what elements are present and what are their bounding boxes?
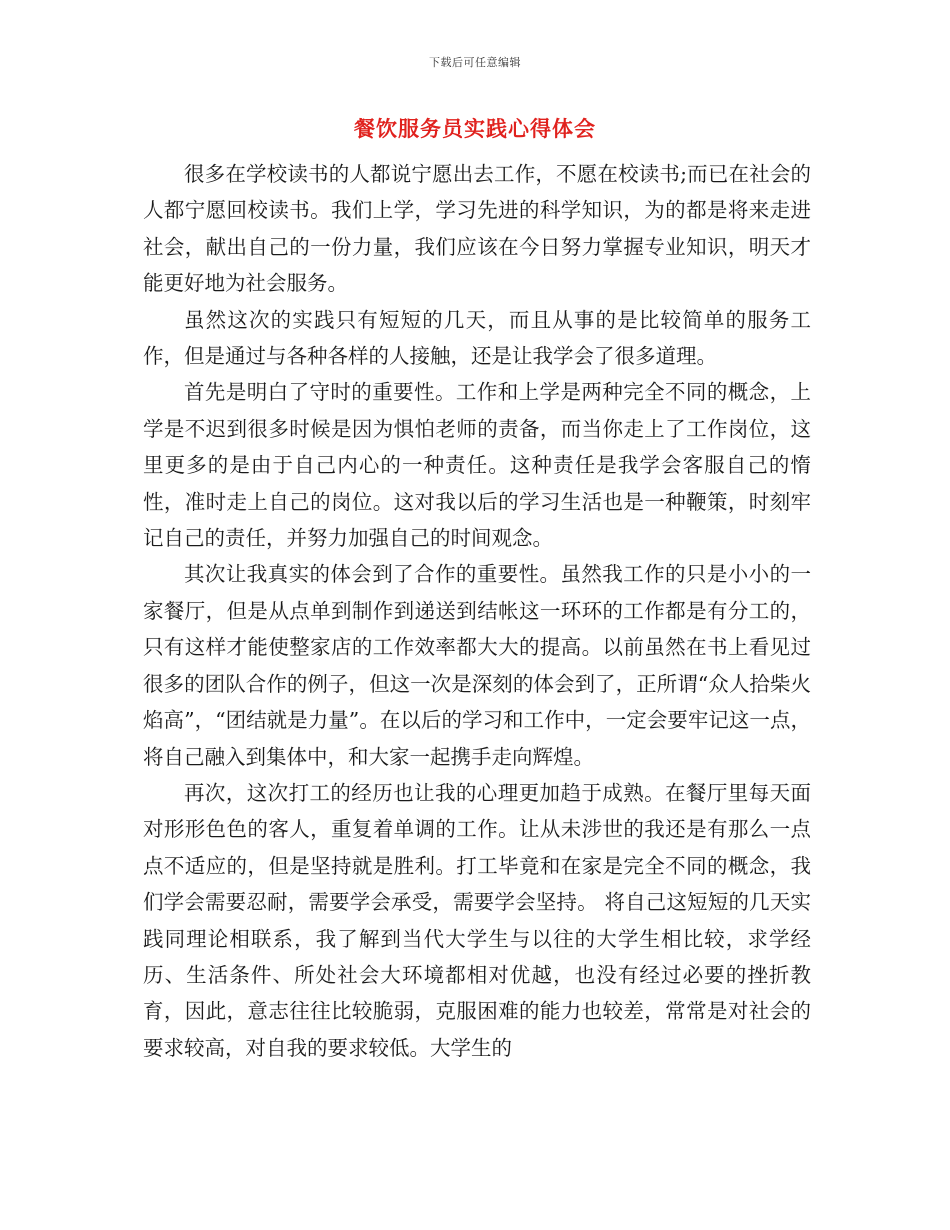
document-title: 餐饮服务员实践心得体会 <box>354 117 596 141</box>
paragraph-3: 首先是明白了守时的重要性。工作和上学是两种完全不同的概念，上学是不迟到很多时候是因为惧怕老师的责备，而当你走上了工作岗位，这里更多的是由于自己内心的一种责任。这种责任是我学会客服自己的惰性，准时走上自己的岗位。这对我以后的学习生活也是一种鞭策，时刻牢记自己的责任，并努力加强自己的时间观念。 <box>143 380 811 551</box>
header-note: 下载后可任意编辑 <box>429 56 521 69</box>
paragraph-4: 其次让我真实的体会到了合作的重要性。虽然我工作的只是小小的一家餐厅，但是从点单到制作到递送到结帐这一环环的工作都是有分工的，只有这样才能使整家店的工作效率都大大的提高。以前虽然在书上看见过很多的团队合作的例子，但这一次是深刻的体会到了，正所谓“众人拾柴火焰高”，“团结就是力量”。在以后的学习和工作中，一定会要牢记这一点，将自己融入到集体中，和大家一起携手走向辉煌。 <box>143 562 811 769</box>
document-body <box>143 156 811 1066</box>
paragraph-1: 很多在学校读书的人都说宁愿出去工作，不愿在校读书;而已在社会的人都宁愿回校读书。我们上学，学习先进的科学知识，为的都是将来走进社会，献出自己的一份力量，我们应该在今日努力掌握专业知识，明天才能更好地为社会服务。 <box>143 162 811 296</box>
paragraph-2: 虽然这次的实践只有短短的几天，而且从事的是比较简单的服务工作，但是通过与各种各样的人接触，还是让我学会了很多道理。 <box>143 307 811 369</box>
paragraph-5: 再次，这次打工的经历也让我的心理更加趋于成熟。在餐厅里每天面对形形色色的客人，重复着单调的工作。让从未涉世的我还是有那么一点点不适应的，但是坚持就是胜利。打工毕竟和在家是完全不同的概念，我们学会需要忍耐，需要学会承受，需要学会坚持。 将自己这短短的几天实践同理论相联系，我了解到当代大学生与以往的大学生相比较，求学经历、生活条件、所处社会大环境都相对优越，也没有经过必要的挫折教育，因此，意志往往比较脆弱，克服困难的能力也较差，常常是对社会的要求较高，对自我的要求较低。大学生的 <box>143 780 811 1060</box>
